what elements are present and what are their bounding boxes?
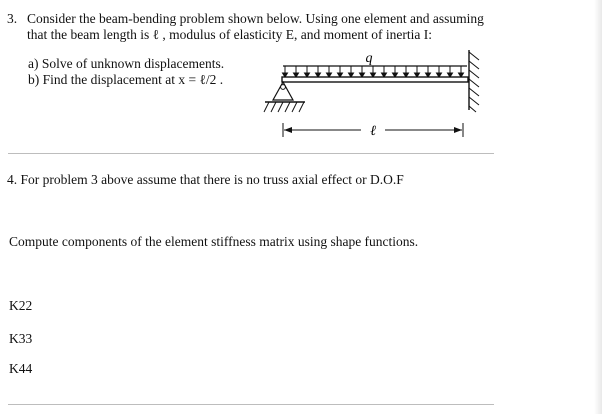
length-label: ℓ — [370, 124, 376, 139]
question-3-part-a: a) Solve of unknown displacements. — [28, 56, 225, 71]
answer-k44-label: K44 — [9, 361, 33, 376]
page-edge-shadow — [594, 0, 602, 414]
answer-k22-label: K22 — [9, 298, 33, 313]
load-arrows — [283, 66, 464, 77]
question-3-line-2: that the beam length is ℓ , modulus of elasticity E, and moment of inertia I: — [27, 27, 432, 42]
question-3-number: 3. — [7, 11, 18, 26]
pin-joint — [281, 85, 286, 90]
question-3-line-1: Consider the beam-bending problem shown below. Using one element and assuming — [27, 11, 484, 26]
dimension-arrow-left — [284, 127, 292, 133]
wall-hatch — [469, 52, 479, 112]
ground-hatch — [264, 102, 304, 112]
question-4-text: 4. For problem 3 above assume that there is no truss axial effect or D.O.F — [7, 172, 404, 187]
question-3-part-b: b) Find the displacement at x = ℓ/2 . — [28, 72, 224, 87]
dimension-arrow-right — [454, 127, 462, 133]
divider-1 — [8, 153, 494, 154]
beam-diagram — [245, 40, 495, 142]
load-label: q — [365, 51, 373, 66]
divider-2 — [8, 404, 494, 405]
stiffness-instruction: Compute components of the element stiffness matrix using shape functions. — [9, 234, 419, 249]
beam — [282, 77, 468, 82]
answer-k33-label: K33 — [9, 331, 33, 346]
